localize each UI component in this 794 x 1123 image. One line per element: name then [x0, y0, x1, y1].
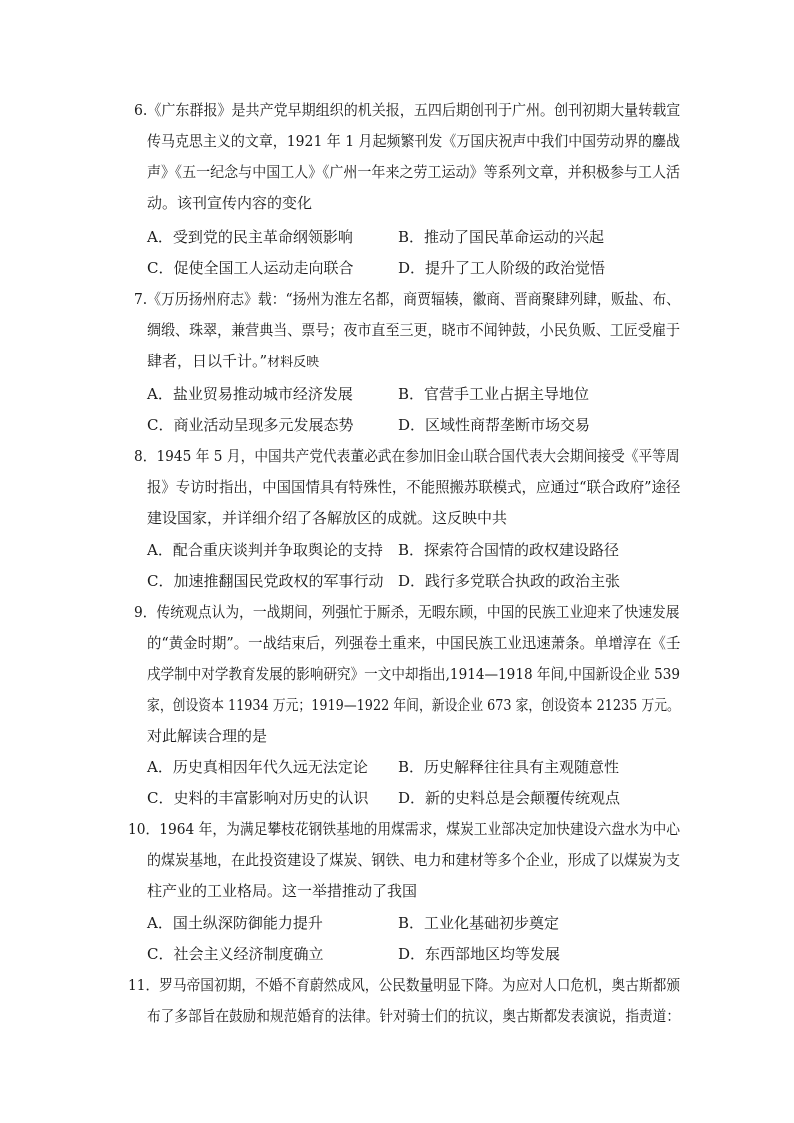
question-7-option-b: B．官营手工业占据主导地位 [398, 385, 590, 403]
question-6-option-a: A．受到党的民主革命纲领影响 [147, 228, 353, 246]
question-10-line-1: 10．1964 年，为满足攀枝花钢铁基地的用煤需求，煤炭工业部决定加快建设六盘水为中心 [128, 820, 681, 838]
question-6-line-2: 传马克思主义的文章，1921 年 1 月起频繁刊发《万国庆祝声中我们中国劳动界的鏖战 [147, 132, 681, 150]
question-10-line-3: 柱产业的工业格局。这一举措推动了我国 [147, 882, 418, 900]
question-8-line-3: 建设国家，并详细介绍了各解放区的成就。这反映中共 [147, 509, 508, 527]
question-6-option-d: D．提升了工人阶级的政治觉悟 [398, 259, 606, 277]
question-9-line-2: 的“黄金时期”。一战结束后，列强卷土重来，中国民族工业迅速萧条。单增淳在《壬 [147, 634, 681, 652]
question-7-prompt: 材料反映 [267, 355, 320, 370]
question-6-line-4: 动。该刊宣传内容的变化 [147, 194, 313, 212]
question-9-line-4: 家，创设资本 11934 万元；1919—1922 年间，新设企业 673 家，创设资本 21235 万元。 [147, 696, 680, 714]
question-9-option-d: D．新的史料总是会颠覆传统观点 [398, 789, 621, 807]
question-10-option-b: B．工业化基础初步奠定 [398, 914, 560, 932]
question-10-line-2: 的煤炭基地，在此投资建设了煤炭、钢铁、电力和建材等多个企业，形成了以煤炭为支 [147, 851, 681, 869]
question-8-option-b: B．探索符合国情的政权建设路径 [398, 541, 620, 559]
question-7-option-c: C．商业活动呈现多元发展态势 [147, 416, 354, 434]
question-8-option-d: D．践行多党联合执政的政治主张 [398, 572, 621, 590]
question-10-option-a: A．国土纵深防御能力提升 [147, 914, 323, 932]
question-8-line-2: 报》专访时指出，中国国情具有特殊性，不能照搬苏联模式，应通过“联合政府”途径 [147, 478, 681, 496]
question-7-option-d: D．区域性商帮垄断市场交易 [398, 416, 591, 434]
question-6-line-1: 6.《广东群报》是共产党早期组织的机关报，五四后期创刊于广州。创刊初期大量转载宣 [134, 101, 681, 119]
question-6-option-c: C．促使全国工人运动走向联合 [147, 259, 354, 277]
question-9-line-1: 9．传统观点认为，一战期间，列强忙于厮杀，无暇东顾，中国的民族工业迎来了快速发展 [134, 603, 680, 621]
question-10-option-d: D．东西部地区均等发展 [398, 945, 561, 963]
question-7-line-3-text: 肆者，日以千计。” [147, 352, 268, 370]
question-9-line-5: 对此解读合理的是 [147, 727, 268, 745]
question-6-option-b: B．推动了国民革命运动的兴起 [398, 228, 605, 246]
question-8-option-c: C．加速推翻国民党政权的军事行动 [147, 572, 384, 590]
question-7-line-1: 7.《万历扬州府志》载：“扬州为淮左名都，商贾辐辏，徽商、晋商聚肆列肆，贩盐、布、 [134, 290, 680, 308]
question-9-option-b: B．历史解释往往具有主观随意性 [398, 758, 620, 776]
question-7-option-a: A．盐业贸易推动城市经济发展 [147, 385, 353, 403]
question-7-line-2: 绸缎、珠翠，兼营典当、票号；夜市直至三更，晓市不闻钟鼓，小民负贩、工匠受雇于 [147, 321, 681, 339]
question-11-line-1: 11．罗马帝国初期，不婚不育蔚然成风，公民数量明显下降。为应对人口危机，奥古斯都颁 [128, 976, 681, 994]
question-11-line-2: 布了多部旨在鼓励和规范婚育的法律。针对骑士们的抗议，奥古斯都发表演说，指责道： [147, 1007, 681, 1025]
question-9-line-3: 戌学制中对学教育发展的影响研究》一文中却指出,1914—1918 年间,中国新设企业 539 [147, 665, 681, 683]
question-8-option-a: A．配合重庆谈判并争取舆论的支持 [147, 541, 383, 559]
question-7-line-3 [147, 351, 319, 373]
question-10-option-c: C．社会主义经济制度确立 [147, 945, 324, 963]
question-6-line-3: 声》《五一纪念与中国工人》《广州一年来之劳工运动》等系列文章，并积极参与工人活 [147, 163, 681, 181]
question-8-line-1: 8．1945 年 5 月，中国共产党代表董必武在参加旧金山联合国代表大会期间接受《平等周 [134, 447, 680, 465]
question-9-option-a: A．历史真相因年代久远无法定论 [147, 758, 368, 776]
question-9-option-c: C．史料的丰富影响对历史的认识 [147, 789, 369, 807]
